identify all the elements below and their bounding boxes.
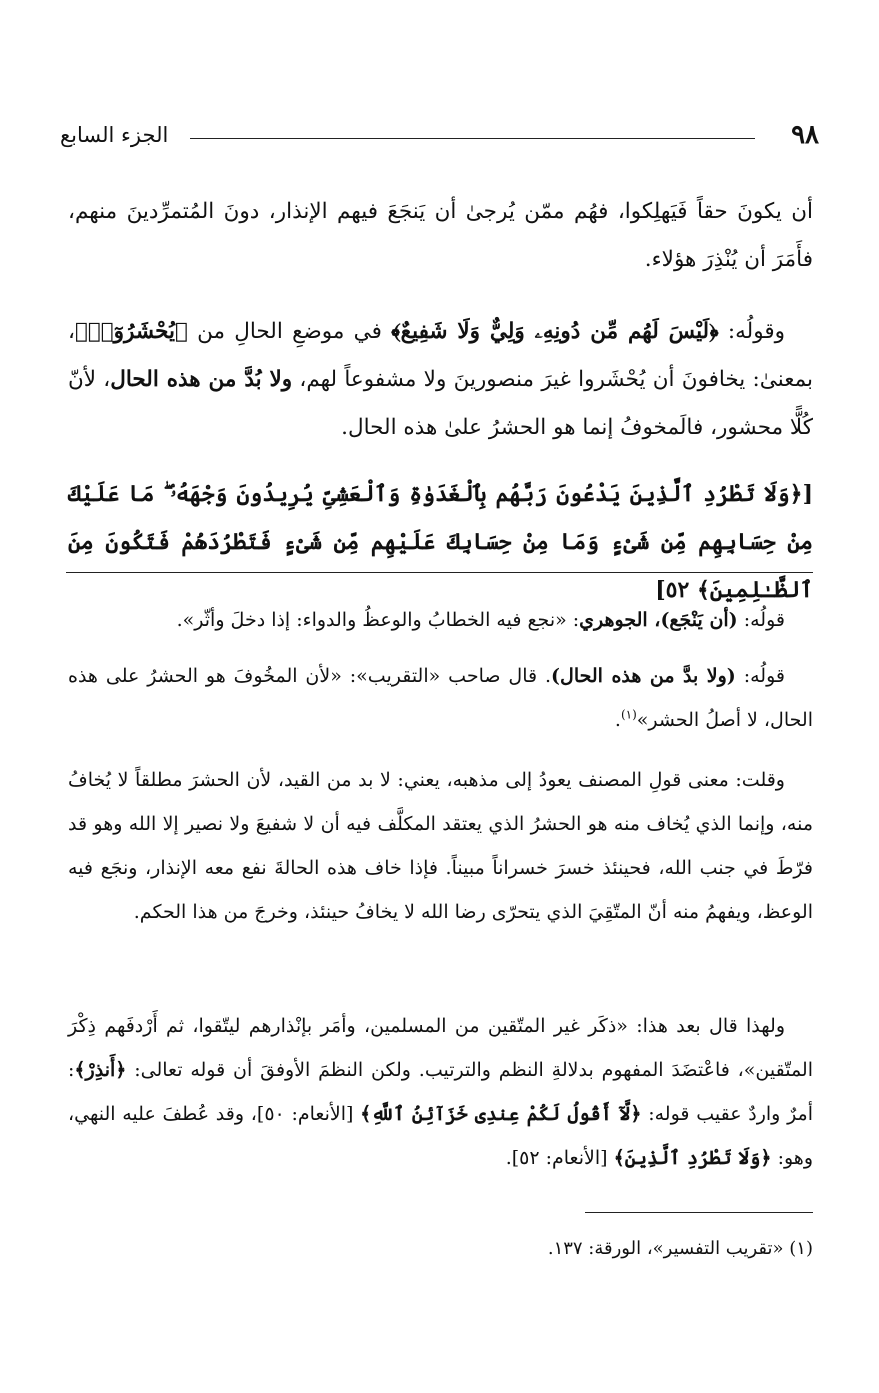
commentary-1 [68,598,813,642]
p2-bold-phrase: ولا بُدَّ من هذه الحال [110,367,293,392]
main-paragraph-1: أن يكونَ حقاً فَيَهلِكوا، فهُم ممّن يُرجىٰ أن يَنجَعَ فيهم الإنذار، دونَ المُتمرِّدينَ منهم، فأَمَرَ أن يُنْذِرَ هؤلاء. [68,199,813,272]
verse-text: ﴿وَلَا تَطْرُدِ ٱلَّذِينَ يَدْعُونَ رَبَّهُم بِٱلْغَدَوٰةِ وَٱلْعَشِىِّ يُرِيدُونَ وَجْهَهُۥ ۖ مَا عَلَيْكَ مِنْ حِسَابِهِم مِّن شَىْءٍ وَمَا مِنْ حِسَابِكَ عَلَيْهِم مِّن شَىْءٍ فَتَطْرُدَهُمْ فَتَكُونَ مِنَ ٱلظَّـٰلِمِينَ﴾ [68,481,813,603]
p2-text-b: في موضعِ الحالِ من [187,319,392,344]
quran-quote: ﴿أَنذِرْ﴾ [74,1059,127,1081]
verse-open-bracket: [ [802,481,813,507]
verse-block [68,470,813,614]
c2-text-a: قولُه: [735,665,785,687]
main-paragraph-2 [68,308,813,452]
commentary-3: وقلت: معنى قولِ المصنف يعودُ إلى مذهبه، يعني: لا بد من القيد، لأن الحشرَ مطلقاً لا يُخافُ منه، وإنما الذي يُخاف منه هو الحشرُ الذي يعتقد المكلَّف فيه أن لا شفيعَ ولا نصير إلا الله وهو قد فرّطَ في جنب الله، فحينئذ خسرَ خسراناً مبيناً. فإذا خاف هذه الحالةَ نفع معه الإنذار، ونجَع فيه الوعظ، ويفهمُ منه أنّ المتّقِيَ الذي يتحرّى رضا الله لا يخافُ حينئذ، وخرجَ من هذا الحكم. [68,769,813,923]
verse-close-bracket: ] [655,577,666,603]
running-title: الجزء السابع [60,123,169,147]
c4-text-b: : أمرٌ واردٌ عقيب قوله: [68,1059,814,1125]
quran-quote: ﴿وَلَا تَطْرُدِ ٱلَّذِينَ﴾ [613,1147,772,1169]
verse-number: ٥٢ [665,577,697,603]
c1-text-c: : «نجع فيه الخطابُ والوعظُ والدواء: إذا دخلَ وأثّر». [176,609,580,631]
quran-quote: ﴿لَّآ أَقُولُ لَكُمْ عِندِى خَزَآئِنُ ٱللَّهِ﴾ [360,1103,642,1125]
c4-text-a: ولهذا قال بعد هذا: «ذكَر غير المتّقين من المسلمين، وأمَر بإنْذارهم ليتّقوا، ثم أَرْدفَهم ذِكْرَ المتّقين»، فاعْتضَدَ المفهوم بدلالةِ النظم والترتيب. ولكن النظمَ الأوفقَ أن قوله تعالى: [68,1015,813,1081]
c2-text-c: . قال صاحب «التقريب»: «لأن المخُوفَ هو الحشرُ على هذه الحال، لا أصلُ الحشر» [68,665,813,731]
c2-text-d: . [614,709,621,731]
running-header [60,118,819,158]
footnote-ref[interactable]: (١) [620,707,637,722]
c2-heading: (ولا بدَّ من هذه الحال) [551,665,736,687]
c4-text-c: [الأنعام: ٥٠]، وقد عُطفَ عليه النهي، وهو: [68,1103,813,1169]
c1-heading: (أن يَنْجَع)، الجوهري [579,609,738,631]
commentary-2 [68,654,813,742]
section-divider [66,572,813,573]
c1-text-a: قولُه: [737,609,785,631]
footnote-divider [585,1212,813,1213]
page-number: ٩٨ [791,120,819,150]
footnote: (١) «تقريب التفسير»، الورقة: ١٣٧. [547,1238,813,1259]
p2-text-a: وقولُه: [718,319,785,344]
p2-text-e: ، لأنّ كُلًّا محشور، فالَمخوفُ إنما هو الحشرُ علىٰ هذه الحال. [68,367,813,440]
p2-text-c: ، بمعنىٰ: يخافونَ أن يُحْشَروا غيرَ منصورينَ ولا مشفوعاً لهم، [68,319,813,392]
header-rule [190,138,755,139]
quran-quote: ﴿لَيْسَ لَهُم مِّن دُونِهِۦ وَلِيٌّ وَلَا شَفِيعٌ﴾ [391,319,719,344]
c4-text-d: [الأنعام: ٥٢]. [505,1147,614,1169]
commentary-4 [68,1004,813,1180]
quran-quote: ﴿يُحْشَرُوٓا۟﴾ [74,319,188,344]
